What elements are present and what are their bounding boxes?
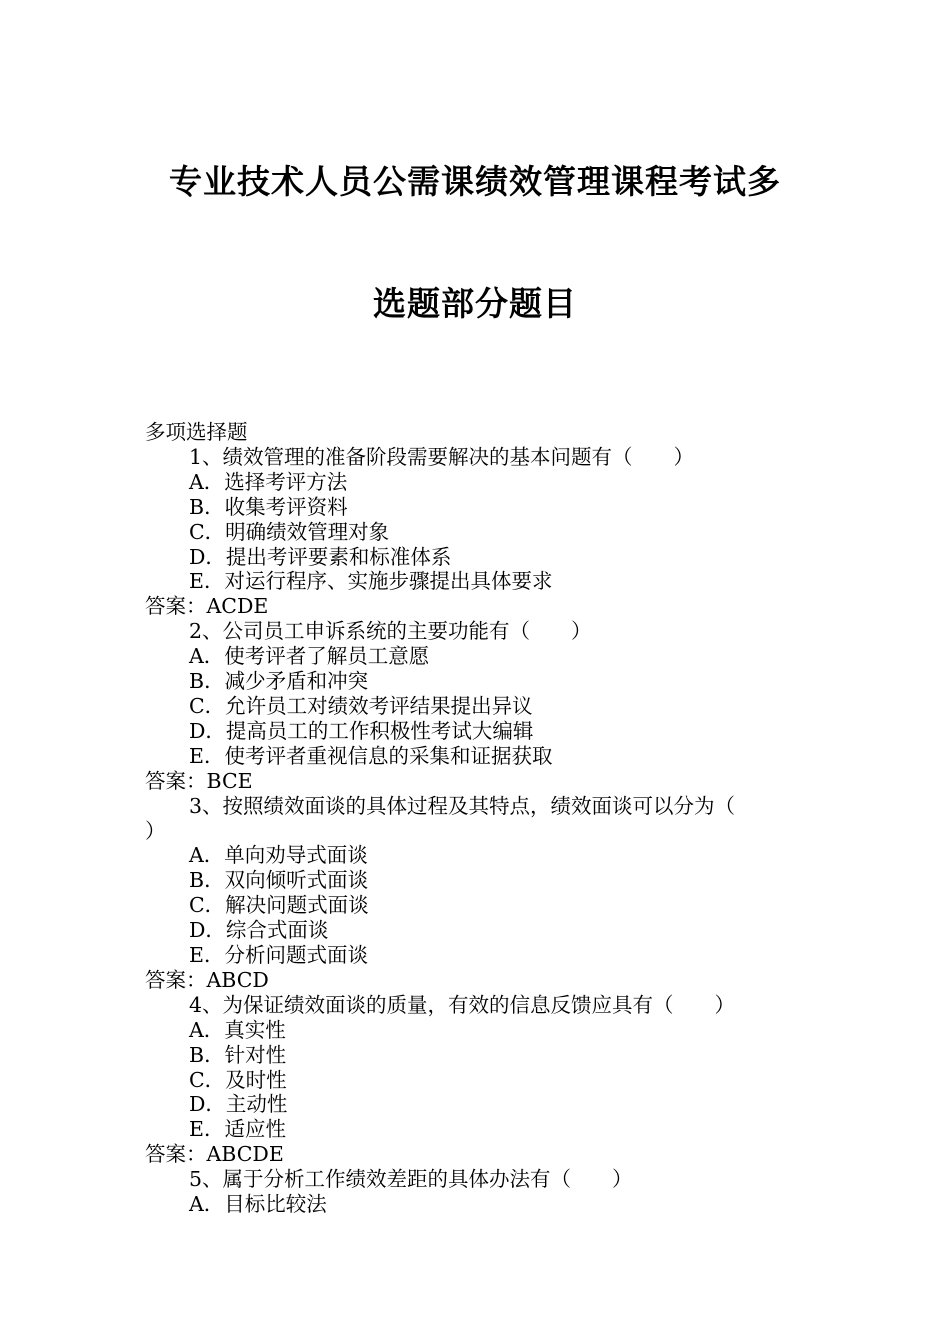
question-1-option-b: B．收集考评资料 (189, 494, 348, 519)
question-4-answer: 答案：ABCDE (145, 1142, 284, 1167)
question-2-option-e: E．使考评者重视信息的采集和证据获取 (189, 743, 553, 768)
question-1-option-a: A．选择考评方法 (189, 469, 348, 494)
question-4-option-a: A．真实性 (189, 1017, 286, 1042)
question-4-option-e: E．适应性 (189, 1117, 286, 1142)
section-label: 多项选择题 (145, 420, 248, 444)
question-4-option-c: C．及时性 (189, 1067, 287, 1092)
question-1-option-e: E．对运行程序、实施步骤提出具体要求 (189, 569, 553, 594)
question-5-stem: 5、属于分析工作绩效差距的具体办法有（ ） (189, 1167, 633, 1192)
document-body (145, 420, 785, 1217)
question-4-option-b: B．针对性 (189, 1042, 287, 1067)
question-2-answer: 答案：BCE (145, 768, 253, 793)
question-2-stem: 2、公司员工申诉系统的主要功能有（ ） (189, 619, 592, 644)
question-4-option-d: D．主动性 (189, 1092, 288, 1117)
question-2-option-b: B．减少矛盾和冲突 (189, 669, 369, 694)
question-5-option-a: A．目标比较法 (189, 1192, 327, 1217)
question-3-answer: 答案：ABCD (145, 967, 269, 992)
question-4-stem: 4、为保证绩效面谈的质量，有效的信息反馈应具有（ ） (189, 992, 736, 1017)
question-1-answer: 答案：ACDE (145, 594, 269, 619)
document-title-line-2: 选题部分题目 (373, 284, 577, 323)
question-1-option-d: D．提出考评要素和标准体系 (189, 544, 452, 569)
question-2-option-c: C．允许员工对绩效考评结果提出异议 (189, 693, 533, 718)
document-title-line-1: 专业技术人员公需课绩效管理课程考试多 (169, 162, 781, 201)
question-3-option-a: A．单向劝导式面谈 (189, 843, 368, 868)
question-3-option-c: C．解决问题式面谈 (189, 893, 369, 918)
question-1-option-c: C．明确绩效管理对象 (189, 519, 390, 544)
question-3-option-e: E．分析问题式面谈 (189, 943, 368, 968)
question-3-option-b: B．双向倾听式面谈 (189, 868, 369, 893)
question-2-option-a: A．使考评者了解员工意愿 (189, 644, 430, 669)
question-2-option-d: D．提高员工的工作积极性考试大编辑 (189, 718, 534, 743)
question-1-stem: 1、绩效管理的准备阶段需要解决的基本问题有（ ） (189, 444, 695, 469)
question-3-stem-continuation: ） (145, 818, 166, 843)
question-3-stem: 3、按照绩效面谈的具体过程及其特点，绩效面谈可以分为（ (189, 793, 736, 818)
question-3-option-d: D．综合式面谈 (189, 918, 329, 943)
